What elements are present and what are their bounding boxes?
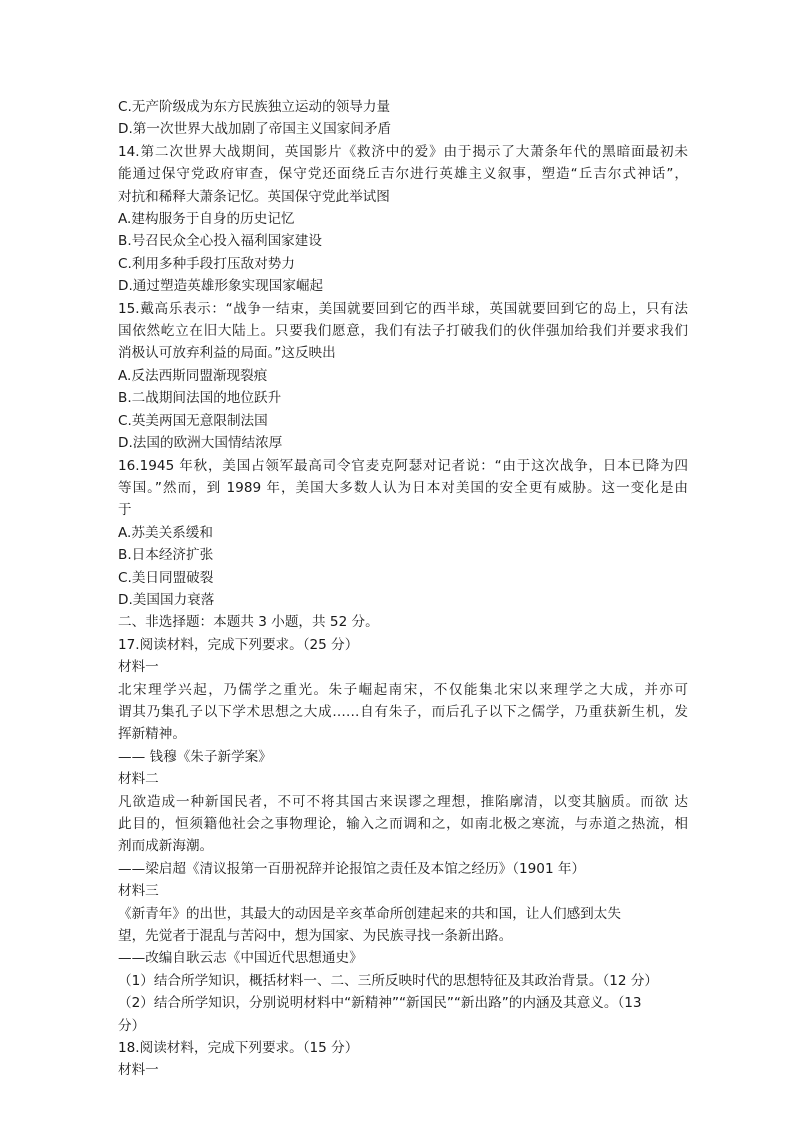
- question-17-part-1: （1）结合所学知识，概括材料一、二、三所反映时代的思想特征及其政治背景。（12 分）: [118, 972, 659, 989]
- question-15-line-3: 消极认可放弃利益的局面。”这反映出: [118, 345, 336, 362]
- option-13c: C.无产阶级成为东方民族独立运动的领导力量: [118, 99, 391, 115]
- option-15c: C.英美两国无意限制法国: [118, 412, 268, 429]
- question-15-line-1: 15.戴高乐表示：“战争一结束，美国就要回到它的西半球，英国就要回到它的岛上，只有法: [118, 300, 688, 317]
- question-18-title: 18.阅读材料，完成下列要求。（15 分）: [118, 1040, 359, 1057]
- material-2-line-1: 凡欲造成一种新国民者，不可不将其国古来误谬之理想，推陷廓清，以变其脑质。而欲 达: [118, 793, 688, 810]
- question-17-title: 17.阅读材料，完成下列要求。（25 分）: [118, 636, 359, 653]
- material-3-label: 材料三: [118, 883, 159, 900]
- question-15-line-2: 国依然屹立在旧大陆上。只要我们愿意，我们有法子打破我们的伙伴强加给我们并要求我们: [118, 323, 688, 340]
- question-16-line-3: 于: [118, 502, 132, 519]
- exam-page: [118, 96, 688, 1082]
- material-1-line-2: 谓其乃集孔子以下学术思想之大成……自有朱子，而后孔子以下之儒学，乃重获新生机，发: [118, 703, 688, 720]
- question-16-line-1: 16.1945 年秋，美国占领军最高司令官麦克阿瑟对记者说：“由于这次战争，日本已降为四: [118, 457, 688, 474]
- material-2-line-3: 剂而成新海潮。: [118, 838, 214, 855]
- material-3-line-2: 望，先觉者于混乱与苦闷中，想为国家、为民族寻找一条新出路。: [118, 928, 513, 945]
- material-3-line-1: 《新青年》的出世，其最大的动因是辛亥革命所创建起来的共和国，让人们感到太失: [118, 905, 621, 922]
- question-14-line-1: 14.第二次世界大战期间，英国影片《救济中的爱》由于揭示了大萧条年代的黑暗面最初未: [118, 143, 688, 160]
- question-14-line-3: 对抗和稀释大萧条记忆。英国保守党此举试图: [118, 188, 390, 205]
- question-17-part-2-line-2: 分）: [118, 1017, 146, 1034]
- option-14d: D.通过塑造英雄形象实现国家崛起: [118, 278, 324, 295]
- option-16b: B.日本经济扩张: [118, 547, 214, 564]
- option-16c: C.美日同盟破裂: [118, 569, 214, 586]
- material-1-source: —— 钱穆《朱子新学案》: [118, 748, 272, 765]
- question-14-line-2: 能通过保守党政府审查，保守党还面绕丘吉尔进行英雄主义叙事，塑造“丘吉尔式神话”，: [118, 166, 688, 183]
- question-18-material-1-label: 材料一: [118, 1062, 159, 1079]
- option-14a: A.建构服务于自身的历史记忆: [118, 211, 295, 228]
- material-3-source: ——改编自耿云志《中国近代思想通史》: [118, 950, 363, 967]
- material-2-source: ——梁启超《清议报第一百册祝辞并论报馆之责任及本馆之经历》（1901 年）: [118, 860, 586, 877]
- material-2-label: 材料二: [118, 771, 159, 788]
- option-16d: D.美国国力衰落: [118, 591, 215, 608]
- option-15a: A.反法西斯同盟渐现裂痕: [118, 367, 268, 384]
- material-1-line-1: 北宋理学兴起，乃儒学之重光。朱子崛起南宋，不仅能集北宋以来理学之大成，并亦可: [118, 681, 688, 698]
- option-15d: D.法国的欧洲大国情结浓厚: [118, 435, 283, 452]
- section-heading: 二、非选择题：本题共 3 小题，共 52 分。: [118, 614, 379, 631]
- option-14b: B.号召民众全心投入福利国家建设: [118, 233, 322, 250]
- material-2-line-2: 此目的，恒须籍他社会之事物理论，输入之而调和之，如南北极之寒流，与赤道之热流，相: [118, 816, 688, 832]
- question-17-part-2-line-1: （2）结合所学知识，分别说明材料中“新精神”“新国民”“新出路”的内涵及其意义。（13: [118, 995, 642, 1012]
- option-15b: B.二战期间法国的地位跃升: [118, 390, 282, 407]
- material-1-label: 材料一: [118, 659, 159, 676]
- option-13d: D.第一次世界大战加剧了帝国主义国家间矛盾: [118, 121, 392, 138]
- option-14c: C.利用多种手段打压敌对势力: [118, 255, 295, 272]
- option-16a: A.苏美关系缓和: [118, 524, 213, 541]
- material-1-line-3: 挥新精神。: [118, 726, 186, 743]
- question-16-line-2: 等国。”然而，到 1989 年，美国大多数人认为日本对美国的安全更有威胁。这一变化是由: [118, 479, 688, 496]
